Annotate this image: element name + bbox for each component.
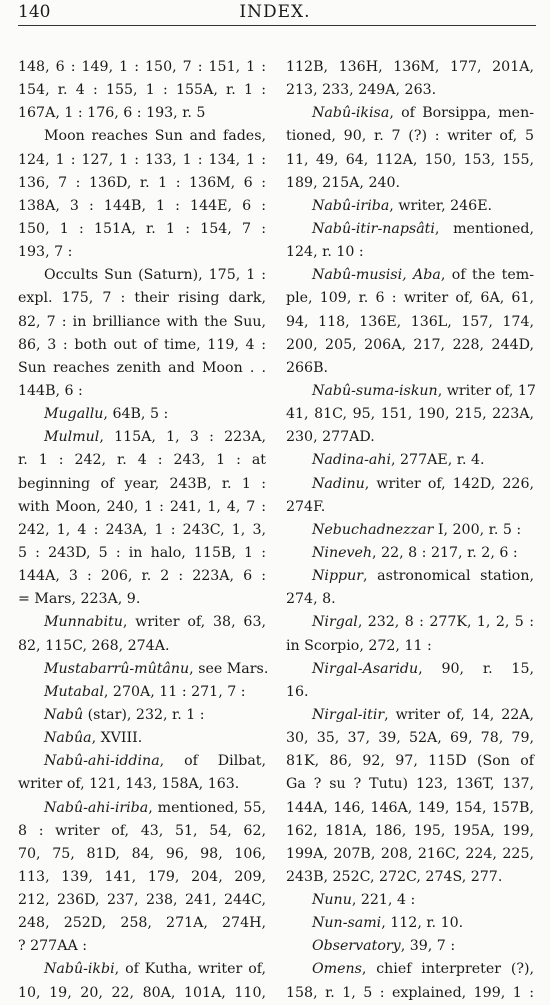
- index-line: Nirgal-Asaridu, 90, r. 15,: [312, 660, 534, 677]
- index-line: 124, 1 : 127, 1 : 133, 1 : 134, 1 :: [18, 151, 266, 168]
- left-column: [18, 56, 269, 1005]
- index-line: 144B, 6 :: [18, 382, 83, 399]
- index-line: 81K, 86, 92, 97, 115D (Son of: [286, 753, 534, 770]
- index-line: 199A, 207B, 208, 216C, 224, 225,: [286, 845, 534, 862]
- index-line: Sun reaches zenith and Moon . .: [18, 359, 266, 376]
- index-line: 243B, 252C, 272C, 274S, 277.: [286, 868, 503, 885]
- index-line: Nun-sami, 112, r. 10.: [312, 915, 464, 932]
- index-line: Mulmul, 115A, 1, 3 : 223A,: [44, 429, 266, 446]
- header-rule: [18, 25, 536, 26]
- index-line: Nabû-iriba, writer, 246E.: [312, 197, 493, 214]
- index-line: Nabû (star), 232, r. 1 :: [44, 706, 205, 723]
- index-line: Mugallu, 64B, 5 :: [44, 406, 169, 423]
- index-line: 136, 7 : 136D, r. 1 : 136M, 6 :: [18, 174, 266, 191]
- index-line: Mustabarrû-mûtânu, see Mars.: [44, 660, 269, 677]
- index-line: ple, 109, r. 6 : writer of, 6A, 61,: [286, 290, 534, 307]
- index-line: Nabû-ahi-iddina, of Dilbat,: [44, 753, 266, 770]
- index-line: 266B.: [286, 359, 329, 376]
- index-line: 213, 233, 249A, 263.: [286, 82, 437, 99]
- index-line: 124, r. 10 :: [286, 244, 364, 261]
- index-line: 248, 252D, 258, 271A, 274H,: [18, 915, 266, 932]
- index-line: Nabû-ikisa, of Borsippa, men-: [312, 105, 534, 122]
- index-line: expl. 175, 7 : their rising dark,: [18, 290, 266, 307]
- index-line: Nabû-musisi, Aba, of the tem-: [312, 267, 534, 284]
- index-line: Occults Sun (Saturn), 175, 1 :: [44, 267, 266, 284]
- index-line: 274, 8.: [286, 591, 336, 608]
- index-line: Ga ? su ? Tutu) 123, 136T, 137,: [286, 776, 534, 793]
- index-line: 189, 215A, 240.: [286, 174, 401, 191]
- index-line: 86, 3 : both out of time, 119, 4 :: [18, 336, 266, 353]
- index-line: 138A, 3 : 144B, 1 : 144E, 6 :: [18, 197, 266, 214]
- index-line: 8 : writer of, 43, 51, 54, 62,: [18, 822, 266, 839]
- index-line: Nunu, 221, 4 :: [312, 892, 416, 909]
- index-line: 144A, 3 : 206, r. 2 : 223A, 6 :: [18, 568, 266, 585]
- index-line: 193, 7 :: [18, 244, 73, 261]
- index-line: in Scorpio, 272, 11 :: [286, 637, 432, 654]
- index-line: Nabûa, XVIII.: [44, 730, 143, 747]
- index-line: 82, 115C, 268, 274A.: [18, 637, 170, 654]
- index-line: Moon reaches Sun and fades,: [44, 128, 266, 145]
- right-column: [286, 56, 534, 1005]
- index-line: tioned, 90, r. 7 (?) : writer of, 5: [286, 128, 534, 145]
- index-line: Observatory, 39, 7 :: [312, 938, 456, 955]
- index-line: 242, 1, 4 : 243A, 1 : 243C, 1, 3,: [18, 521, 266, 538]
- index-line: Munnabitu, writer of, 38, 63,: [44, 614, 266, 631]
- index-line: 150, 1 : 151A, r. 1 : 154, 7 :: [18, 220, 266, 237]
- index-line: 148, 6 : 149, 1 : 150, 7 : 151, 1 :: [18, 59, 266, 75]
- index-line: Nadina-ahi, 277AE, r. 4.: [312, 452, 485, 469]
- index-line: Nabû-suma-iskun, writer of, 17: [312, 382, 536, 399]
- index-line: = Mars, 223A, 9.: [18, 591, 141, 608]
- index-line: Nabû-ahi-iriba, mentioned, 55,: [44, 799, 266, 816]
- index-line: 94, 118, 136E, 136L, 157, 174,: [286, 313, 534, 330]
- index-line: 5 : 243D, 5 : in halo, 115B, 1 :: [18, 544, 266, 561]
- index-line: 212, 236D, 237, 238, 241, 244C,: [18, 892, 266, 909]
- index-line: 154, r. 4 : 155, 1 : 155A, r. 1 :: [18, 82, 266, 99]
- index-line: Nirgal, 232, 8 : 277K, 1, 2, 5 :: [312, 614, 534, 631]
- page-number: 140: [18, 2, 51, 22]
- index-line: 30, 35, 37, 39, 52A, 69, 78, 79,: [286, 730, 534, 747]
- index-line: 82, 7 : in brilliance with the Suu,: [18, 313, 266, 330]
- index-line: 113, 139, 141, 179, 204, 209,: [18, 868, 266, 885]
- index-line: beginning of year, 243B, r. 1 :: [18, 475, 266, 492]
- index-line: 230, 277AD.: [286, 429, 375, 446]
- index-line: Nippur, astronomical station,: [312, 568, 534, 585]
- index-line: Nabû-itir-napsâti, mentioned,: [312, 220, 534, 237]
- index-line: 112B, 136H, 136M, 177, 201A,: [286, 59, 534, 75]
- index-line: 41, 81C, 95, 151, 190, 215, 223A,: [286, 406, 534, 423]
- page-header: [18, 2, 532, 26]
- index-line: 274F.: [286, 498, 326, 515]
- index-line: with Moon, 240, 1 : 241, 1, 4, 7 :: [18, 498, 266, 515]
- index-line: Nebuchadnezzar I, 200, r. 5 :: [312, 521, 522, 538]
- index-line: Omens, chief interpreter (?),: [312, 961, 534, 978]
- index-line: Mutabal, 270A, 11 : 271, 7 :: [44, 683, 246, 700]
- index-line: 144A, 146, 146A, 149, 154, 157B,: [286, 799, 534, 816]
- index-line: 70, 75, 81D, 84, 96, 98, 106,: [18, 845, 266, 862]
- index-line: 16.: [286, 683, 309, 700]
- index-line: 167A, 1 : 176, 6 : 193, r. 5: [18, 105, 206, 122]
- page-title: INDEX.: [239, 2, 311, 22]
- index-line: writer of, 121, 143, 158A, 163.: [18, 776, 240, 793]
- index-line: Nabû-ikbi, of Kutha, writer of,: [44, 961, 266, 978]
- index-line: Nineveh, 22, 8 : 217, r. 2, 6 :: [312, 544, 518, 561]
- index-line: Nirgal-itir, writer of, 14, 22A,: [312, 706, 534, 723]
- index-line: 200, 205, 206A, 217, 228, 244D,: [286, 336, 534, 353]
- index-line: Nadinu, writer of, 142D, 226,: [312, 475, 534, 492]
- index-line: 11, 49, 64, 112A, 150, 153, 155,: [286, 151, 534, 168]
- index-line: 158, r. 1, 5 : explained, 199, 1 :: [286, 984, 534, 1001]
- index-line: r. 1 : 242, r. 4 : 243, 1 : at: [18, 452, 266, 469]
- index-line: 162, 181A, 186, 195, 195A, 199,: [286, 822, 534, 839]
- index-line: 10, 19, 20, 22, 80A, 101A, 110,: [18, 984, 266, 1001]
- index-line: ? 277AA :: [18, 938, 87, 955]
